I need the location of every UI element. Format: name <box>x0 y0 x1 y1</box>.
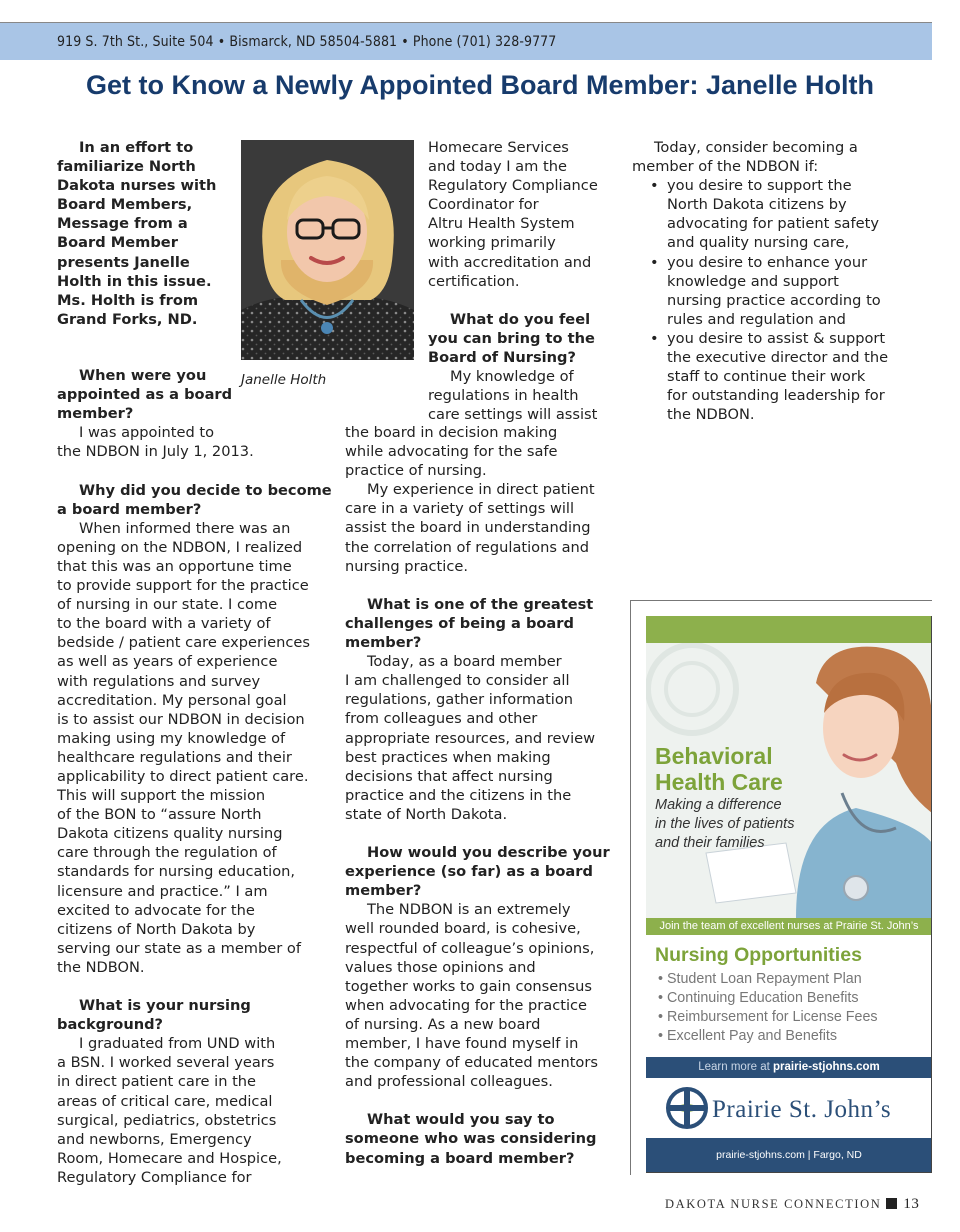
answer-advice-intro: Today, consider becoming a member of the NDBON if: <box>632 139 858 176</box>
column-3-answer <box>632 138 912 424</box>
publication-name: DAKOTA NURSE CONNECTION <box>665 1197 882 1211</box>
advice-bullet: • you desire to assist & support the executive director and the staff to continue their work for outstanding leadership for the NDBON. <box>632 329 912 424</box>
contact-address: 919 S. 7th St., Suite 504 • Bismarck, ND 58504-5881 • Phone (701) 328-9777 <box>57 34 557 50</box>
footer-square-icon <box>886 1198 897 1209</box>
ad-logo-area <box>646 1078 932 1138</box>
board-member-photo <box>241 140 414 360</box>
answer-bring-to-board: the board in decision making while advocating for the safe practice of nursing. My experience in direct patient care in a variety of settings will assist the board in understanding the correlation of regulations and nursing practice. <box>345 424 595 575</box>
answer-appointed: I was appointed to the NDBON in July 1, 2013. <box>57 424 254 461</box>
answer-bring-to-board-start: My knowledge of regulations in health care settings will assist <box>428 368 598 424</box>
ad-hero-image <box>646 643 932 918</box>
page-number: 13 <box>903 1196 920 1212</box>
ad-opportunity-item: • Excellent Pay and Benefits <box>658 1028 838 1044</box>
ad-opportunity-item: • Student Loan Repayment Plan <box>658 971 862 987</box>
ad-website-link[interactable]: prairie-stjohns.com <box>773 1061 880 1073</box>
question-why-member: Why did you decide to become a board member? <box>57 481 332 518</box>
portrait-illustration <box>241 140 414 360</box>
page-footer <box>665 1196 919 1213</box>
column-2-qa <box>345 423 617 1168</box>
ad-opportunity-item: • Reimbursement for License Fees <box>658 1009 878 1025</box>
ad-opportunities-list <box>658 970 878 1046</box>
question-bring-to-board: What do you feel you can bring to the Board of Nursing? <box>428 310 595 367</box>
answer-describe-experience: The NDBON is an extremely well rounded board, is cohesive, respectful of colleague’s opinions, values those opinions and together works to gain consensus when advocating for the practice of nursing. As a new board member, I have found myself in the company of educated mentors and professional colleagues. <box>345 901 598 1091</box>
question-describe-experience: How would you describe your experience (so far) as a board member? <box>345 844 610 900</box>
ad-opportunities-title: Nursing Opportunities <box>655 944 862 966</box>
ad-brand-name: Prairie St. John’s <box>712 1096 892 1123</box>
question-nursing-background: What is your nursing background? <box>57 997 251 1034</box>
column-1-qa <box>57 366 332 1187</box>
question-greatest-challenge: What is one of the greatest challenges of being a board member? <box>345 595 594 652</box>
contact-header-bar <box>0 22 932 60</box>
advice-bullet: • you desire to enhance your knowledge and support nursing practice according to rules and regulation and <box>632 253 912 329</box>
page-title: Get to Know a Newly Appointed Board Member: Janelle Holth <box>85 70 875 100</box>
answer-greatest-challenge: Today, as a board member I am challenged to consider all regulations, gather information from colleagues and other appropriate resources, and review best practices when making decisions that affect nursing practice and the citizens in the state of North Dakota. <box>345 653 596 823</box>
question-appointed: When were you appointed as a board member? <box>57 367 233 423</box>
intro-block <box>57 138 237 329</box>
column-2-top <box>428 138 618 424</box>
ad-join-banner: Join the team of excellent nurses at Prairie St. John’s <box>646 918 932 935</box>
advice-bullet: • you desire to support the North Dakota citizens by advocating for patient safety and quality nursing care, <box>632 176 912 252</box>
ad-learn-more[interactable]: Learn more at prairie-stjohns.com <box>646 1057 932 1078</box>
ad-opportunity-item: • Continuing Education Benefits <box>658 990 859 1006</box>
advice-bullet-list <box>632 176 912 424</box>
intro-text: In an effort to familiarize North Dakota nurses with Board Members, Message from a Board Member presents Janelle Holth in this issue. Ms. Holth is from Grand Forks, ND. <box>57 139 217 328</box>
ad-top-band <box>646 616 932 643</box>
ad-headline: Behavioral Health Care <box>655 743 783 795</box>
photo-caption: Janelle Holth <box>241 372 327 388</box>
answer-nursing-background-cont: Homecare Services and today I am the Regulatory Compliance Coordinator for Altru Health System working primarily with accreditation and certification. <box>428 139 598 290</box>
question-advice: What would you say to someone who was considering becoming a board member? <box>345 1111 597 1167</box>
ad-footer: prairie-stjohns.com | Fargo, ND <box>646 1138 932 1173</box>
answer-nursing-background: I graduated from UND with a BSN. I worked several years in direct patient care in the areas of critical care, medical surgical, pediatrics, obstetrics and newborns, Emergency Room, Homecare and Hospice, Regulatory Compliance for <box>57 1035 282 1186</box>
prairie-st-johns-advertisement[interactable] <box>646 616 932 1173</box>
ad-subheadline: Making a difference in the lives of patients and their families <box>655 797 795 851</box>
answer-why-member: When informed there was an opening on the NDBON, I realized that this was an opportune time to provide support for the practice of nursing in our state. I come to the board with a variety of bedside / patient care experiences as well as years of experience with regulations and survey accreditation. My personal goal is to assist our NDBON in decision making using my knowledge of healthcare regulations and their applicability to direct patient care. This will support the mission of the BON to “assure North Dakota citizens quality nursing care through the regulation of standards for nursing education, licensure and practice.” I am excited to advocate for the citizens of North Dakota by serving our state as a member of the NDBON. <box>57 519 310 976</box>
